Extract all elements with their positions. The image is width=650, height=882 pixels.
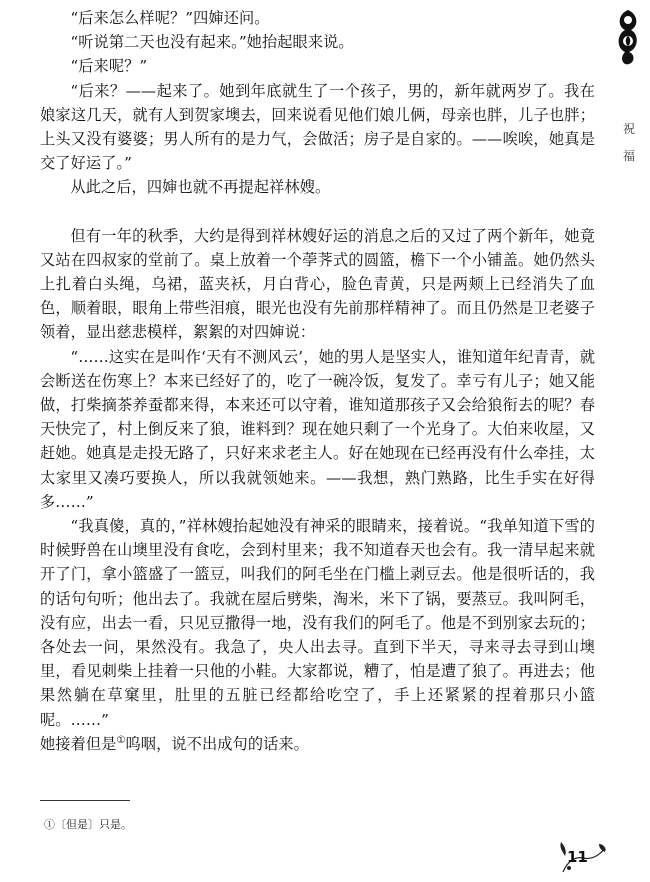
paragraph-last-line (40, 732, 595, 756)
paragraph: “后来怎么样呢？”四婶还问。 (70, 9, 270, 27)
paragraph: “后来呢？” (70, 57, 148, 76)
last-line-start: 她接着但是 (40, 734, 117, 753)
paragraph: “听说第二天也没有起来。”她抬起眼来说。 (70, 33, 354, 52)
paragraph: “后来？——起来了。她到年底就生了一个孩子，男的，新年就两岁了。我在娘家这几天，就有人到贺家墺去，回来说看见他们娘儿俩，母亲也胖，儿子也胖；上头又没有婆婆；男人所有的是力气，会做活；房子是自家的。——唉唉，她真是交了好运了。” (40, 81, 595, 173)
footnote-divider (40, 800, 130, 801)
footnote-reference: ① (116, 734, 126, 746)
body-text (40, 6, 595, 756)
page-number: 11 (567, 848, 588, 866)
page-number-block (555, 838, 615, 876)
paragraph: “……这实在是叫作‘天有不测风云’，她的男人是坚实人，谁知道年纪青青，就会断送在伤寒上？本来已经好了的，吃了一碗冷饭，复发了。幸亏有儿子；她又能做，打柴摘茶养蚕都来得，本来还可以守着，谁知道那孩子又会给狼衔去的呢？春天快完了，村上倒反来了狼，谁料到？现在她只剩了一个光身了。大伯来收屋，又赶她。她真是走投无路了，只好来求老主人。好在她现在已经再没有什么牵挂，太太家里又凑巧要换人，所以我就领她来。——我想，熟门熟路，比生手实在好得多……” (40, 347, 595, 511)
last-line-end: 呜咽，说不出成句的话来。 (125, 734, 309, 753)
paragraph: “我真傻，真的，”祥林嫂抬起她没有神采的眼睛来，接着说。“我单知道下雪的时候野兽在山墺里没有食吃，会到村里来；我不知道春天也会有。我一清早起来就开了门，拿小篮盛了一篮豆，叫我们的阿毛坐在门槛上剥豆去。他是很听话的，我的话句句听；他出去了。我就在屋后劈柴，淘米，米下了锅，要蒸豆。我叫阿毛，没有应，出去一看，只见豆撒得一地，没有我们的阿毛了。他是不到别家去玩的；各处去一问，果然没有。我急了，央人出去寻。直到下半天，寻来寻去寻到山墺里，看见刺柴上挂着一只他的小鞋。大家都说，糟了，怕是遭了狼了。再进去；他果然躺在草窠里，肚里的五脏已经都给吃空了，手上还紧紧的捏着那只小篮呢。……” (40, 517, 595, 729)
footnote: ①〔但是〕只是。 (44, 818, 132, 831)
ornament-icon (613, 8, 643, 68)
paragraph: 从此之后，四婶也就不再提起祥林嫂。 (70, 178, 331, 197)
running-title (620, 120, 638, 165)
running-title-char: 福 (622, 149, 635, 163)
running-title-char: 祝 (622, 122, 635, 136)
section-gap (40, 200, 595, 224)
paragraph: 但有一年的秋季，大约是得到祥林嫂好运的消息之后的又过了两个新年，她竟又站在四叔家的堂前了。桌上放着一个荸荠式的圆篮，檐下一个小铺盖。她仍然头上扎着白头绳，乌裙，蓝夹袄，月白背心，脸色青黄，只是两颊上已经消失了血色，顺着眼，眼角上带些泪痕，眼光也没有先前那样精神了。而且仍然是卫老婆子领着，显出慈悲模样，絮絮的对四婶说： (40, 226, 595, 342)
